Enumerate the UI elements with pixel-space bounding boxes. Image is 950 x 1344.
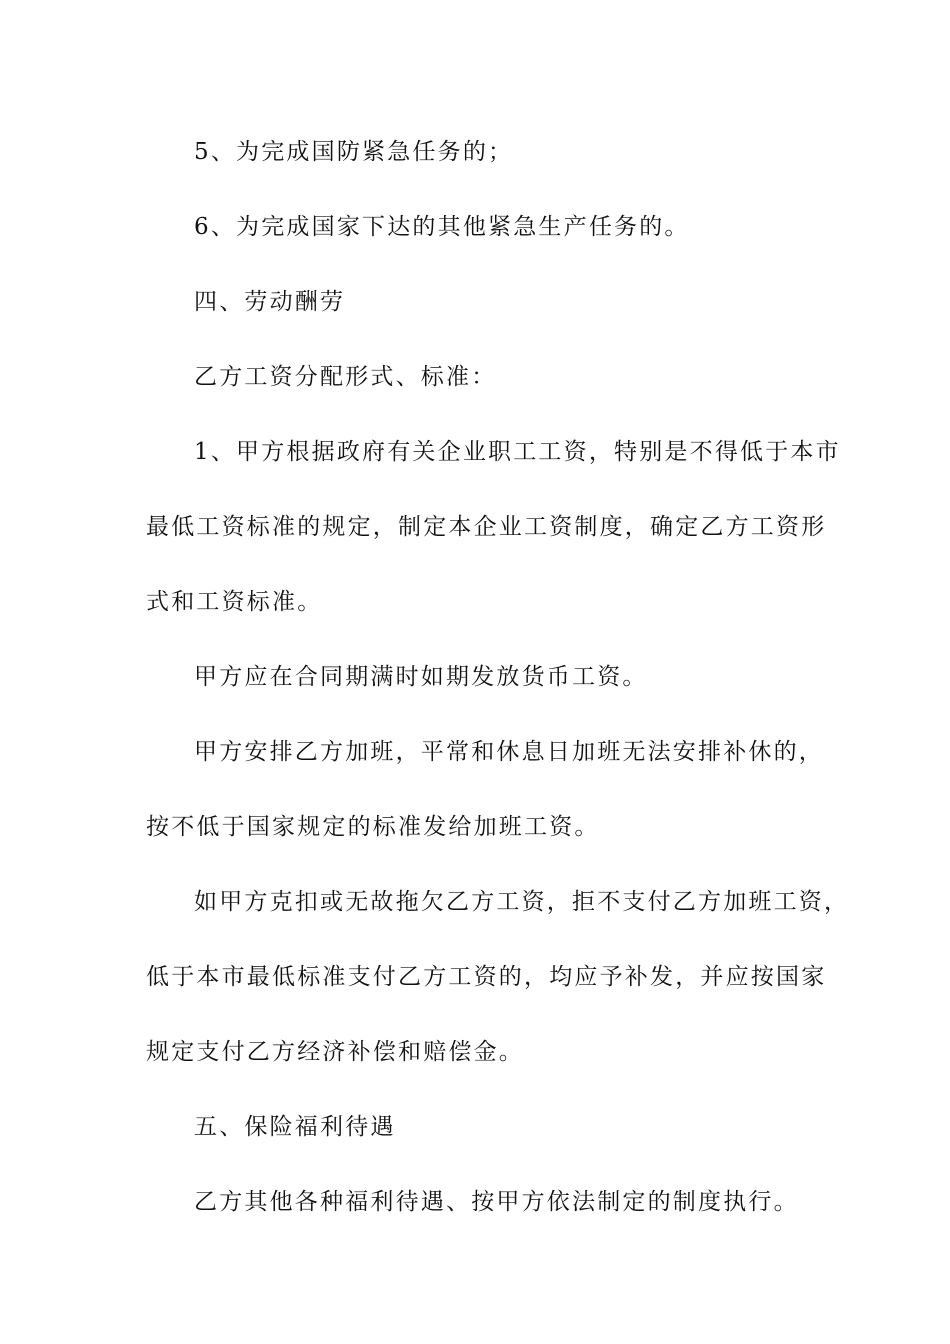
paragraph-line: 低于本市最低标准支付乙方工资的，均应予补发，并应按国家 [146,964,827,990]
paragraph-line: 式和工资标准。 [146,589,323,615]
paragraph-line: 乙方其他各种福利待遇、按甲方依法制定的制度执行。 [194,1189,799,1215]
paragraph-line: 规定支付乙方经济补偿和赔偿金。 [146,1039,524,1065]
paragraph-line: 按不低于国家规定的标准发给加班工资。 [146,814,600,840]
list-item-6: 6、为完成国家下达的其他紧急生产任务的。 [194,214,690,240]
paragraph-line: 甲方安排乙方加班，平常和休息日加班无法安排补休的， [194,739,824,765]
paragraph-line: 1、甲方根据政府有关企业职工工资，特别是不得低于本市 [194,439,841,465]
section-heading-labor-pay: 四、劳动酬劳 [194,289,346,315]
section-heading-insurance-welfare: 五、保险福利待遇 [194,1114,396,1140]
paragraph-line: 如甲方克扣或无故拖欠乙方工资，拒不支付乙方加班工资， [194,889,850,915]
list-item-5: 5、为完成国防紧急任务的； [194,139,514,165]
paragraph-line: 最低工资标准的规定，制定本企业工资制度，确定乙方工资形 [146,514,827,540]
paragraph-wage-form: 乙方工资分配形式、标准： [194,364,497,390]
paragraph-line: 甲方应在合同期满时如期发放货币工资。 [194,664,648,690]
